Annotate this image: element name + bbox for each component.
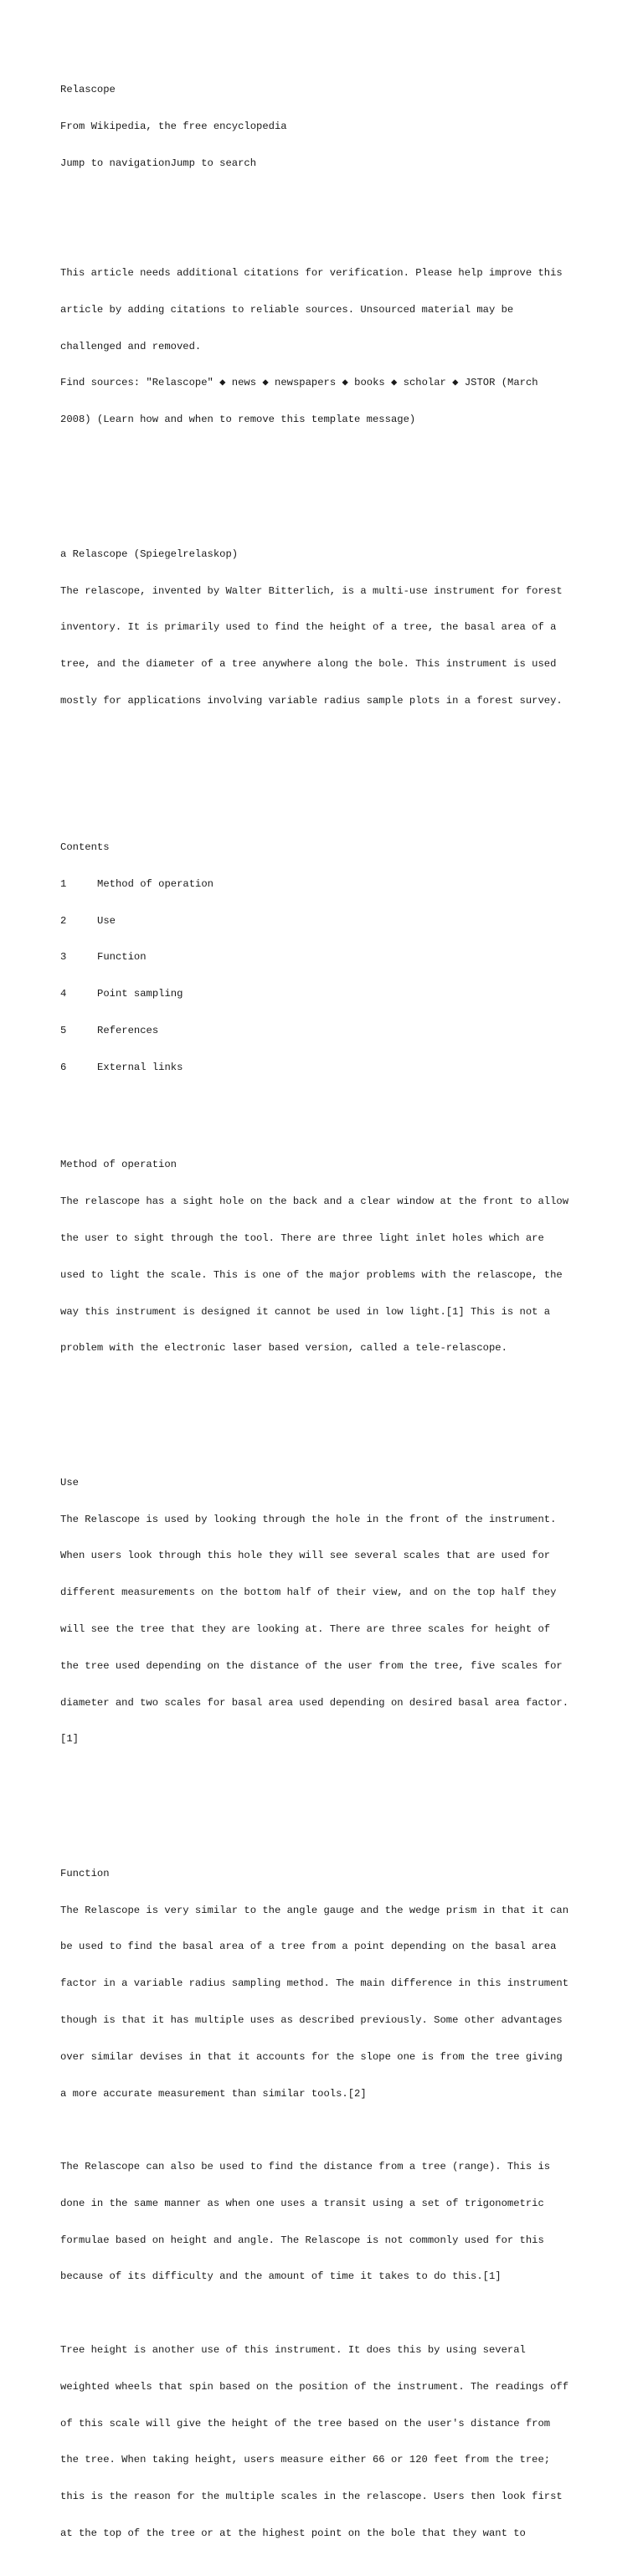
body-line: When users look through this hole they will see several scales that are used for	[60, 1550, 551, 1562]
body-line: a more accurate measurement than similar tools.[2]	[60, 2087, 367, 2100]
body-line: of this scale will give the height of the tree based on the user's distance from	[60, 2417, 551, 2429]
body-line: be used to find the basal area of a tree from a point depending on the basal area	[60, 1941, 557, 1953]
body-line: factor in a variable radius sampling method. The main difference in this instrument	[60, 1977, 569, 1990]
toc-item-point-sampling[interactable]	[60, 988, 596, 1000]
article-title: Relascope	[60, 84, 116, 96]
intro-line: inventory. It is primarily used to find the height of a tree, the basal area of a	[60, 621, 557, 634]
jump-links[interactable]: Jump to navigationJump to search	[60, 157, 257, 169]
notice-line: 2008) (Learn how and when to remove this template message)	[60, 414, 416, 426]
toc-number: 4	[60, 988, 67, 1000]
section-heading: Method of operation	[60, 1159, 177, 1171]
toc-item-method[interactable]	[60, 878, 596, 891]
notice-line: challenged and removed.	[60, 340, 202, 352]
notice-line: This article needs additional citations for verification. Please help improve this	[60, 267, 563, 280]
body-line: formulae based on height and angle. The Relascope is not commonly used for this	[60, 2234, 544, 2246]
article-source: From Wikipedia, the free encyclopedia	[60, 120, 287, 132]
toc-label: External links	[97, 1061, 183, 1073]
body-line: way this instrument is designed it cannot be used in low light.[1] This is not a	[60, 1305, 551, 1318]
toc-item-function[interactable]	[60, 951, 596, 964]
body-line: though is that it has multiple uses as described previously. Some other advantages	[60, 2014, 563, 2026]
body-line: over similar devises in that it accounts for the slope one is from the tree giving	[60, 2050, 563, 2063]
intro-line: mostly for applications involving variable radius sample plots in a forest survey.	[60, 694, 563, 707]
body-line: The Relascope can also be used to find the distance from a tree (range). This is	[60, 2161, 551, 2173]
body-line: Tree height is another use of this instrument. It does this by using several	[60, 2344, 526, 2357]
body-line: different measurements on the bottom half of their view, and on the top half they	[60, 1586, 557, 1599]
body-line: because of its difficulty and the amount of time it takes to do this.[1]	[60, 2270, 502, 2283]
image-caption: a Relascope (Spiegelrelaskop)	[60, 548, 239, 560]
body-line: [1]	[60, 1733, 79, 1746]
body-line: done in the same manner as when one uses a transit using a set of trigonometric	[60, 2197, 544, 2209]
body-line: the tree used depending on the distance of the user from the tree, five scales for	[60, 1659, 563, 1672]
toc-number: 1	[60, 877, 67, 890]
body-line: diameter and two scales for basal area used depending on desired basal area factor.	[60, 1696, 569, 1709]
toc-item-external-links[interactable]	[60, 1062, 596, 1074]
body-line: used to light the scale. This is one of the major problems with the relascope, the	[60, 1268, 563, 1281]
body-line: The Relascope is very similar to the angle gauge and the wedge prism in that it can	[60, 1904, 569, 1916]
toc-label: References	[97, 1024, 159, 1036]
method-section	[60, 1134, 596, 1379]
toc-number: 3	[60, 951, 67, 964]
notice-line: article by adding citations to reliable sources. Unsourced material may be	[60, 303, 514, 316]
body-line: problem with the electronic laser based version, called a tele-relascope.	[60, 1342, 507, 1355]
body-line: The relascope has a sight hole on the back and a clear window at the front to allow	[60, 1195, 569, 1208]
toc-label: Function	[97, 951, 147, 964]
body-line: the tree. When taking height, users measure either 66 or 120 feet from the tree;	[60, 2454, 551, 2466]
section-heading: Function	[60, 1867, 110, 1879]
toc-label: Point sampling	[97, 988, 183, 1000]
contents-heading: Contents	[60, 841, 110, 853]
toc-label: Method of operation	[97, 877, 213, 890]
toc-number: 2	[60, 914, 67, 927]
toc-number: 5	[60, 1024, 67, 1036]
body-line: weighted wheels that spin based on the position of the instrument. The readings off	[60, 2380, 569, 2393]
intro-line: tree, and the diameter of a tree anywhere along the bole. This instrument is used	[60, 658, 557, 671]
body-line: this is the reason for the multiple scales in the relascope. Users then look first	[60, 2491, 563, 2503]
use-section	[60, 1453, 596, 1770]
body-line: The Relascope is used by looking through the hole in the front of the instrument.	[60, 1513, 557, 1525]
body-line: will see the tree that they are looking at. There are three scales for height of	[60, 1623, 551, 1635]
find-sources-line[interactable]: Find sources: "Relascope" ◆ news ◆ newspapers ◆ books ◆ scholar ◆ JSTOR (March	[60, 377, 538, 389]
toc-label: Use	[97, 914, 116, 927]
toc-item-references[interactable]	[60, 1025, 596, 1037]
citation-notice	[60, 243, 596, 450]
intro-section	[60, 524, 596, 732]
toc-number: 6	[60, 1061, 67, 1073]
table-of-contents	[60, 817, 596, 1098]
function-section	[60, 1843, 596, 2564]
body-line: the user to sight through the tool. There are three light inlet holes which are	[60, 1232, 544, 1244]
body-line: at the top of the tree or at the highest point on the bole that they want to	[60, 2527, 526, 2539]
intro-line: The relascope, invented by Walter Bitterlich, is a multi-use instrument for forest	[60, 584, 563, 597]
toc-item-use[interactable]	[60, 915, 596, 928]
document-page	[60, 59, 596, 2576]
section-heading: Use	[60, 1476, 79, 1489]
